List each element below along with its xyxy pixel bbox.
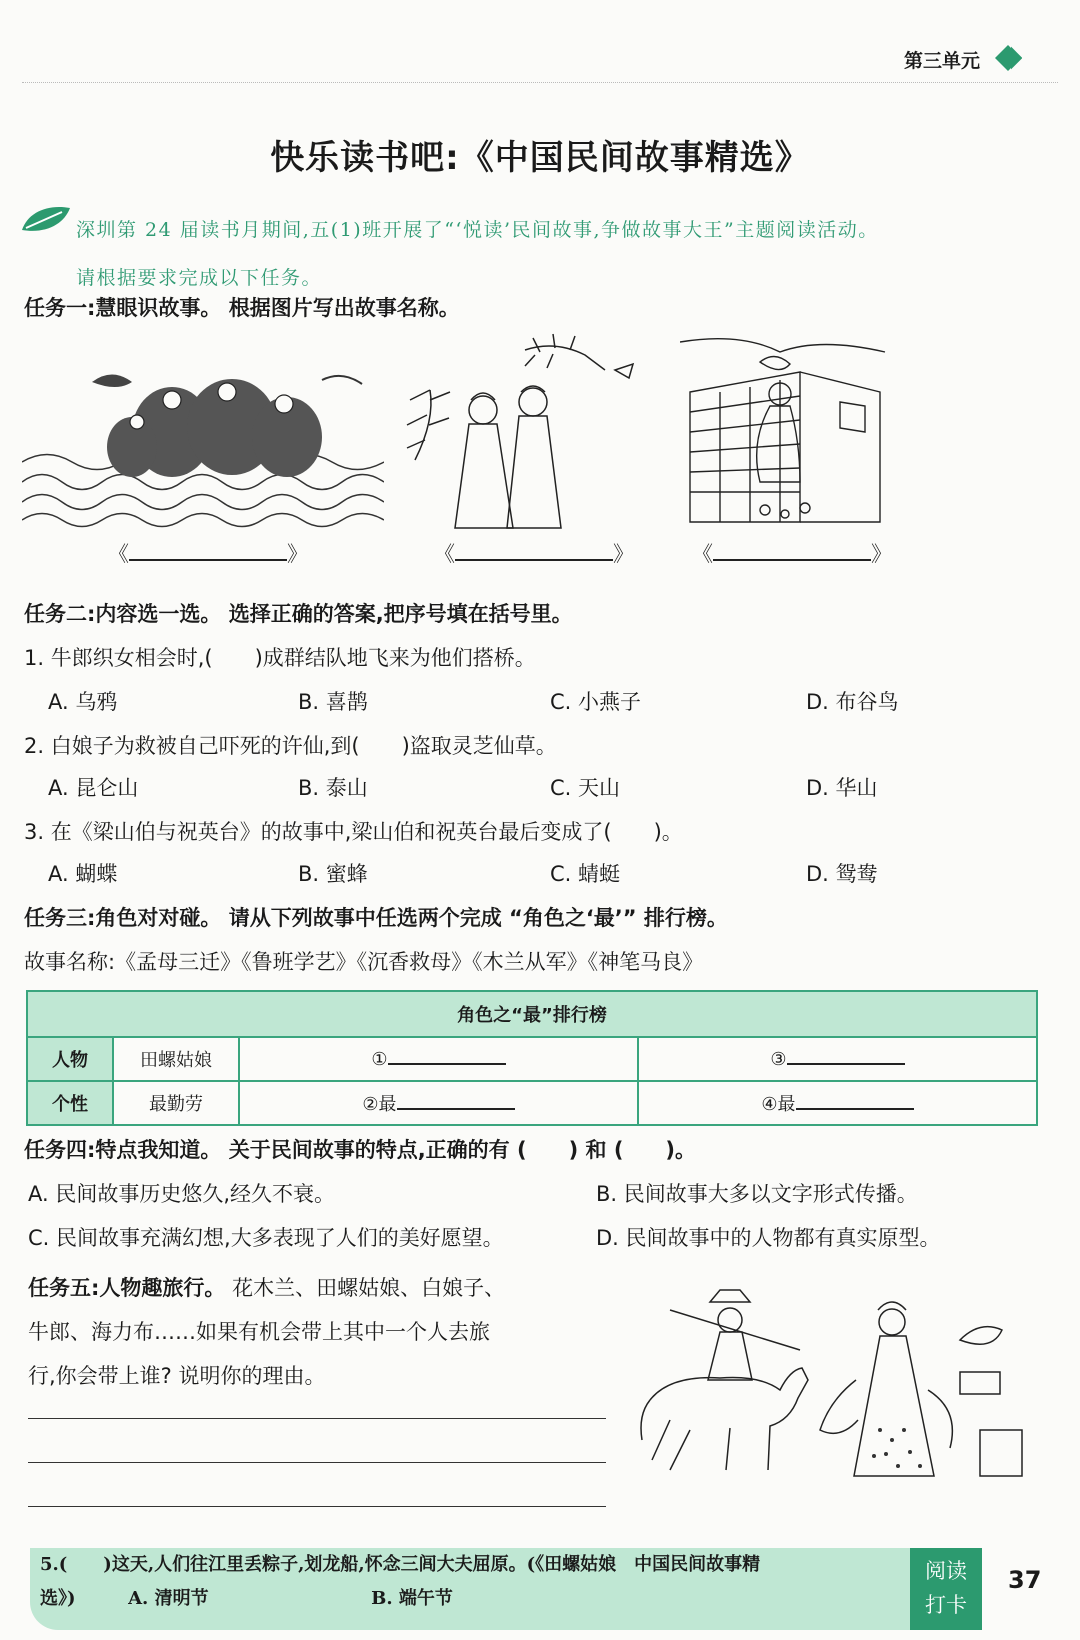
header-divider xyxy=(22,82,1058,83)
great-wall-illustration xyxy=(680,332,890,524)
q2-option-c[interactable]: C. 天山 xyxy=(550,776,621,800)
question-3: 3. 在《梁山伯与祝英台》的故事中,梁山伯和祝英台最后变成了( )。 xyxy=(24,820,683,844)
intro-text xyxy=(76,206,1056,302)
task4-option-a[interactable]: A. 民间故事历史悠久,经久不衰。 xyxy=(28,1182,336,1206)
checkin-line-1: 阅读 xyxy=(925,1559,967,1583)
answer-line-1[interactable] xyxy=(28,1418,606,1419)
diamond-icon xyxy=(994,44,1022,72)
story-names: 故事名称:《孟母三迁》《鲁班学艺》《沉香救母》《木兰从军》《神笔马良》 xyxy=(24,950,704,974)
checkin-line-2: 打卡 xyxy=(925,1593,967,1617)
q3-option-b[interactable]: B. 蜜蜂 xyxy=(298,862,368,886)
reading-checkin-badge[interactable] xyxy=(910,1548,982,1630)
q3-option-c[interactable]: C. 蜻蜓 xyxy=(550,862,621,886)
question-2: 2. 白娘子为救被自己吓死的许仙,到( )盗取灵芝仙草。 xyxy=(24,734,557,758)
task1-heading: 任务一:慧眼识故事。 根据图片写出故事名称。 xyxy=(24,296,460,320)
mulan-and-lady-illustration xyxy=(630,1280,1042,1478)
q1-option-c[interactable]: C. 小燕子 xyxy=(550,690,642,714)
footer-line-2: 选》) xyxy=(40,1588,76,1609)
task4-option-c[interactable]: C. 民间故事充满幻想,大多表现了人们的美好愿望。 xyxy=(28,1226,504,1250)
couple-illustration xyxy=(405,330,655,530)
person-blank-3[interactable]: ③ xyxy=(638,1037,1037,1081)
story-name-blank-3[interactable]: 《 》 xyxy=(692,542,892,566)
task5-line-3: 行,你会带上谁? 说明你的理由。 xyxy=(28,1364,326,1388)
leaf-icon xyxy=(18,202,74,238)
ranking-table xyxy=(26,990,1038,1126)
task5-line-1: 花木兰、田螺姑娘、白娘子、 xyxy=(232,1276,506,1300)
personality-blank-4[interactable]: ④最 xyxy=(638,1081,1037,1125)
page-title: 快乐读书吧:《中国民间故事精选》 xyxy=(270,138,810,178)
person-blank-1[interactable]: ① xyxy=(239,1037,638,1081)
personality-blank-2[interactable]: ②最 xyxy=(239,1081,638,1125)
task5-line-2: 牛郎、海力布……如果有机会带上其中一个人去旅 xyxy=(28,1320,490,1344)
q2-option-b[interactable]: B. 泰山 xyxy=(298,776,368,800)
task4-option-d[interactable]: D. 民间故事中的人物都有真实原型。 xyxy=(596,1226,941,1250)
row-label-person: 人物 xyxy=(27,1037,113,1081)
example-personality: 最勤劳 xyxy=(113,1081,239,1125)
eight-immortals-illustration xyxy=(22,352,384,530)
task5-block xyxy=(28,1266,608,1398)
q3-option-d[interactable]: D. 鸳鸯 xyxy=(806,862,878,886)
answer-line-3[interactable] xyxy=(28,1506,606,1507)
footer-option-a[interactable]: A. 清明节 xyxy=(128,1588,209,1609)
story-name-blank-2[interactable]: 《 》 xyxy=(434,542,634,566)
q2-option-d[interactable]: D. 华山 xyxy=(806,776,878,800)
answer-line-2[interactable] xyxy=(28,1462,606,1463)
footer-question xyxy=(40,1548,910,1616)
task4-option-b[interactable]: B. 民间故事大多以文字形式传播。 xyxy=(596,1182,918,1206)
q2-option-a[interactable]: A. 昆仑山 xyxy=(48,776,139,800)
q3-option-a[interactable]: A. 蝴蝶 xyxy=(48,862,118,886)
q1-option-b[interactable]: B. 喜鹊 xyxy=(298,690,368,714)
row-label-personality: 个性 xyxy=(27,1081,113,1125)
question-1: 1. 牛郎织女相会时,( )成群结队地飞来为他们搭桥。 xyxy=(24,646,536,670)
task2-heading: 任务二:内容选一选。 选择正确的答案,把序号填在括号里。 xyxy=(24,602,573,626)
task3-heading: 任务三:角色对对碰。 请从下列故事中任选两个完成 “角色之‘最’” 排行榜。 xyxy=(24,906,728,930)
q1-option-d[interactable]: D. 布谷鸟 xyxy=(806,690,899,714)
unit-label: 第三单元 xyxy=(903,50,980,72)
intro-line-2: 请根据要求完成以下任务。 xyxy=(76,267,323,289)
story-name-blank-1[interactable]: 《 》 xyxy=(108,542,308,566)
footer-line-1: 5.( )这天,人们往江里丢粽子,划龙船,怀念三闾大夫屈原。(《田螺姑娘 中国民间故事精 xyxy=(40,1554,761,1575)
ranking-table-title: 角色之“最”排行榜 xyxy=(27,991,1037,1037)
example-person: 田螺姑娘 xyxy=(113,1037,239,1081)
task4-heading: 任务四:特点我知道。 关于民间故事的特点,正确的有 ( ) 和 ( )。 xyxy=(24,1138,697,1162)
page-number: 37 xyxy=(1008,1566,1042,1594)
q1-option-a[interactable]: A. 乌鸦 xyxy=(48,690,118,714)
task5-heading: 任务五:人物趣旅行。 xyxy=(28,1276,226,1300)
footer-option-b[interactable]: B. 端午节 xyxy=(371,1588,453,1609)
intro-line-1: 深圳第 24 届读书月期间,五(1)班开展了“‘悦读’民间故事,争做故事大王”主题阅读活动。 xyxy=(76,219,879,241)
